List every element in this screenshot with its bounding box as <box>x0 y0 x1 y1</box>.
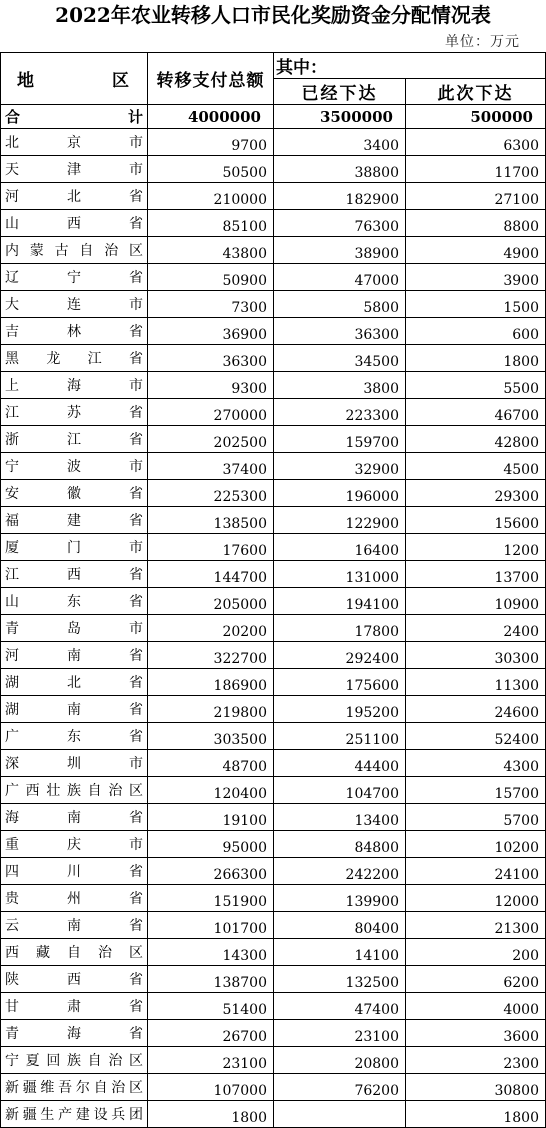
total-cell: 202500 <box>148 426 274 453</box>
table-row <box>1 345 546 372</box>
total-cell: 266300 <box>148 858 274 885</box>
region-cell: 湖北省 <box>1 669 148 696</box>
table-row <box>1 480 546 507</box>
total-amount: 4000000 <box>148 105 274 129</box>
this-time-cell: 600 <box>406 318 546 345</box>
region-cell: 湖南省 <box>1 696 148 723</box>
table-row <box>1 804 546 831</box>
total-cell: 7300 <box>148 291 274 318</box>
region-cell: 云南省 <box>1 912 148 939</box>
issued-cell: 182900 <box>274 183 406 210</box>
region-cell: 安徽省 <box>1 480 148 507</box>
this-time-cell: 52400 <box>406 723 546 750</box>
table-row <box>1 723 546 750</box>
total-cell: 37400 <box>148 453 274 480</box>
total-cell: 9700 <box>148 129 274 156</box>
issued-cell: 223300 <box>274 399 406 426</box>
total-cell: 19100 <box>148 804 274 831</box>
issued-cell: 175600 <box>274 669 406 696</box>
total-cell: 36900 <box>148 318 274 345</box>
total-cell: 144700 <box>148 561 274 588</box>
issued-cell: 17800 <box>274 615 406 642</box>
this-time-cell: 2300 <box>406 1047 546 1074</box>
this-time-cell: 1800 <box>406 345 546 372</box>
issued-cell: 13400 <box>274 804 406 831</box>
region-cell: 宁波市 <box>1 453 148 480</box>
issued-cell <box>274 1101 406 1128</box>
table-row <box>1 156 546 183</box>
region-cell: 内蒙古自治区 <box>1 237 148 264</box>
issued-cell: 23100 <box>274 1020 406 1047</box>
this-time-cell: 8800 <box>406 210 546 237</box>
header-this-time: 此次下达 <box>406 79 546 105</box>
region-cell: 青海省 <box>1 1020 148 1047</box>
table-row <box>1 642 546 669</box>
this-time-cell: 3600 <box>406 1020 546 1047</box>
table-row <box>1 831 546 858</box>
total-cell: 270000 <box>148 399 274 426</box>
table-row <box>1 696 546 723</box>
region-cell: 四川省 <box>1 858 148 885</box>
region-cell: 宁夏回族自治区 <box>1 1047 148 1074</box>
region-cell: 深圳市 <box>1 750 148 777</box>
region-cell: 新疆生产建设兵团 <box>1 1101 148 1128</box>
table-row <box>1 264 546 291</box>
issued-cell: 104700 <box>274 777 406 804</box>
this-time-cell: 4500 <box>406 453 546 480</box>
issued-cell: 5800 <box>274 291 406 318</box>
region-cell: 北京市 <box>1 129 148 156</box>
total-cell: 225300 <box>148 480 274 507</box>
region-cell: 贵州省 <box>1 885 148 912</box>
table-row <box>1 669 546 696</box>
total-cell: 9300 <box>148 372 274 399</box>
this-time-cell: 46700 <box>406 399 546 426</box>
total-row <box>1 105 546 129</box>
issued-cell: 80400 <box>274 912 406 939</box>
total-cell: 50900 <box>148 264 274 291</box>
issued-cell: 32900 <box>274 453 406 480</box>
this-time-cell: 10200 <box>406 831 546 858</box>
this-time-cell: 1200 <box>406 534 546 561</box>
total-cell: 26700 <box>148 1020 274 1047</box>
total-cell: 219800 <box>148 696 274 723</box>
region-cell: 福建省 <box>1 507 148 534</box>
table-row <box>1 615 546 642</box>
this-time-cell: 15700 <box>406 777 546 804</box>
table-row <box>1 1047 546 1074</box>
region-cell: 重庆市 <box>1 831 148 858</box>
region-cell: 山西省 <box>1 210 148 237</box>
issued-cell: 139900 <box>274 885 406 912</box>
table-row <box>1 318 546 345</box>
this-time-cell: 2400 <box>406 615 546 642</box>
region-cell: 甘肃省 <box>1 993 148 1020</box>
table-row <box>1 1074 546 1101</box>
total-this-time: 500000 <box>406 105 546 129</box>
table-row <box>1 210 546 237</box>
issued-cell: 251100 <box>274 723 406 750</box>
total-cell: 120400 <box>148 777 274 804</box>
this-time-cell: 24600 <box>406 696 546 723</box>
total-cell: 50500 <box>148 156 274 183</box>
total-cell: 20200 <box>148 615 274 642</box>
this-time-cell: 4300 <box>406 750 546 777</box>
total-cell: 14300 <box>148 939 274 966</box>
issued-cell: 3800 <box>274 372 406 399</box>
this-time-cell: 42800 <box>406 426 546 453</box>
issued-cell: 242200 <box>274 858 406 885</box>
this-time-cell: 1800 <box>406 1101 546 1128</box>
this-time-cell: 30800 <box>406 1074 546 1101</box>
this-time-cell: 30300 <box>406 642 546 669</box>
issued-cell: 38800 <box>274 156 406 183</box>
this-time-cell: 21300 <box>406 912 546 939</box>
total-cell: 210000 <box>148 183 274 210</box>
issued-cell: 44400 <box>274 750 406 777</box>
issued-cell: 3400 <box>274 129 406 156</box>
total-issued: 3500000 <box>274 105 406 129</box>
table-row <box>1 777 546 804</box>
issued-cell: 20800 <box>274 1047 406 1074</box>
header-total: 转移支付总额 <box>148 53 274 105</box>
total-cell: 138500 <box>148 507 274 534</box>
header-issued: 已经下达 <box>274 79 406 105</box>
table-row <box>1 291 546 318</box>
this-time-cell: 1500 <box>406 291 546 318</box>
total-cell: 322700 <box>148 642 274 669</box>
region-cell: 吉林省 <box>1 318 148 345</box>
region-cell: 山东省 <box>1 588 148 615</box>
unit-label: 单位：万元 <box>445 34 520 50</box>
this-time-cell: 6300 <box>406 129 546 156</box>
issued-cell: 47400 <box>274 993 406 1020</box>
issued-cell: 292400 <box>274 642 406 669</box>
region-cell: 辽宁省 <box>1 264 148 291</box>
region-cell: 浙江省 <box>1 426 148 453</box>
total-cell: 303500 <box>148 723 274 750</box>
issued-cell: 16400 <box>274 534 406 561</box>
issued-cell: 34500 <box>274 345 406 372</box>
region-cell: 海南省 <box>1 804 148 831</box>
table-row <box>1 993 546 1020</box>
this-time-cell: 11300 <box>406 669 546 696</box>
page-title: 2022年农业转移人口市民化奖励资金分配情况表 <box>55 3 491 27</box>
issued-cell: 47000 <box>274 264 406 291</box>
this-time-cell: 27100 <box>406 183 546 210</box>
total-cell: 43800 <box>148 237 274 264</box>
region-cell: 上海市 <box>1 372 148 399</box>
total-cell: 107000 <box>148 1074 274 1101</box>
region-cell: 西藏自治区 <box>1 939 148 966</box>
this-time-cell: 3900 <box>406 264 546 291</box>
table-row <box>1 1020 546 1047</box>
region-cell: 广东省 <box>1 723 148 750</box>
table-row <box>1 966 546 993</box>
header-of-which: 其中： <box>274 53 546 79</box>
issued-cell: 159700 <box>274 426 406 453</box>
issued-cell: 122900 <box>274 507 406 534</box>
this-time-cell: 12000 <box>406 885 546 912</box>
region-cell: 新疆维吾尔自治区 <box>1 1074 148 1101</box>
issued-cell: 38900 <box>274 237 406 264</box>
table-row <box>1 534 546 561</box>
table-row <box>1 399 546 426</box>
issued-cell: 36300 <box>274 318 406 345</box>
this-time-cell: 5500 <box>406 372 546 399</box>
table-row <box>1 507 546 534</box>
table-row <box>1 912 546 939</box>
table-row <box>1 1101 546 1128</box>
region-cell: 江苏省 <box>1 399 148 426</box>
table-row <box>1 453 546 480</box>
region-cell: 大连市 <box>1 291 148 318</box>
issued-cell: 84800 <box>274 831 406 858</box>
table-row <box>1 237 546 264</box>
total-cell: 95000 <box>148 831 274 858</box>
region-cell: 厦门市 <box>1 534 148 561</box>
this-time-cell: 29300 <box>406 480 546 507</box>
this-time-cell: 6200 <box>406 966 546 993</box>
issued-cell: 14100 <box>274 939 406 966</box>
total-cell: 36300 <box>148 345 274 372</box>
issued-cell: 132500 <box>274 966 406 993</box>
total-cell: 48700 <box>148 750 274 777</box>
region-cell: 江西省 <box>1 561 148 588</box>
this-time-cell: 5700 <box>406 804 546 831</box>
this-time-cell: 11700 <box>406 156 546 183</box>
total-cell: 85100 <box>148 210 274 237</box>
issued-cell: 76300 <box>274 210 406 237</box>
region-cell: 广西壮族自治区 <box>1 777 148 804</box>
region-cell: 黑龙江省 <box>1 345 148 372</box>
issued-cell: 131000 <box>274 561 406 588</box>
total-cell: 205000 <box>148 588 274 615</box>
table-row <box>1 939 546 966</box>
total-cell: 1800 <box>148 1101 274 1128</box>
table-row <box>1 372 546 399</box>
issued-cell: 76200 <box>274 1074 406 1101</box>
header-region: 地 区 <box>1 53 148 105</box>
issued-cell: 195200 <box>274 696 406 723</box>
region-cell: 河南省 <box>1 642 148 669</box>
this-time-cell: 15600 <box>406 507 546 534</box>
region-cell: 陕西省 <box>1 966 148 993</box>
table-row <box>1 561 546 588</box>
total-cell: 186900 <box>148 669 274 696</box>
total-cell: 101700 <box>148 912 274 939</box>
this-time-cell: 24100 <box>406 858 546 885</box>
table-row <box>1 129 546 156</box>
total-cell: 151900 <box>148 885 274 912</box>
this-time-cell: 10900 <box>406 588 546 615</box>
table-row <box>1 588 546 615</box>
this-time-cell: 4000 <box>406 993 546 1020</box>
issued-cell: 194100 <box>274 588 406 615</box>
region-cell: 天津市 <box>1 156 148 183</box>
table-row <box>1 858 546 885</box>
issued-cell: 196000 <box>274 480 406 507</box>
this-time-cell: 13700 <box>406 561 546 588</box>
table-row <box>1 183 546 210</box>
table-row <box>1 750 546 777</box>
total-cell: 138700 <box>148 966 274 993</box>
region-cell: 河北省 <box>1 183 148 210</box>
total-label: 合 计 <box>1 105 148 129</box>
allocation-table <box>0 52 546 1128</box>
total-cell: 17600 <box>148 534 274 561</box>
table-row <box>1 426 546 453</box>
total-cell: 51400 <box>148 993 274 1020</box>
this-time-cell: 200 <box>406 939 546 966</box>
total-cell: 23100 <box>148 1047 274 1074</box>
region-cell: 青岛市 <box>1 615 148 642</box>
table-row <box>1 885 546 912</box>
this-time-cell: 4900 <box>406 237 546 264</box>
table-body <box>1 105 546 1128</box>
